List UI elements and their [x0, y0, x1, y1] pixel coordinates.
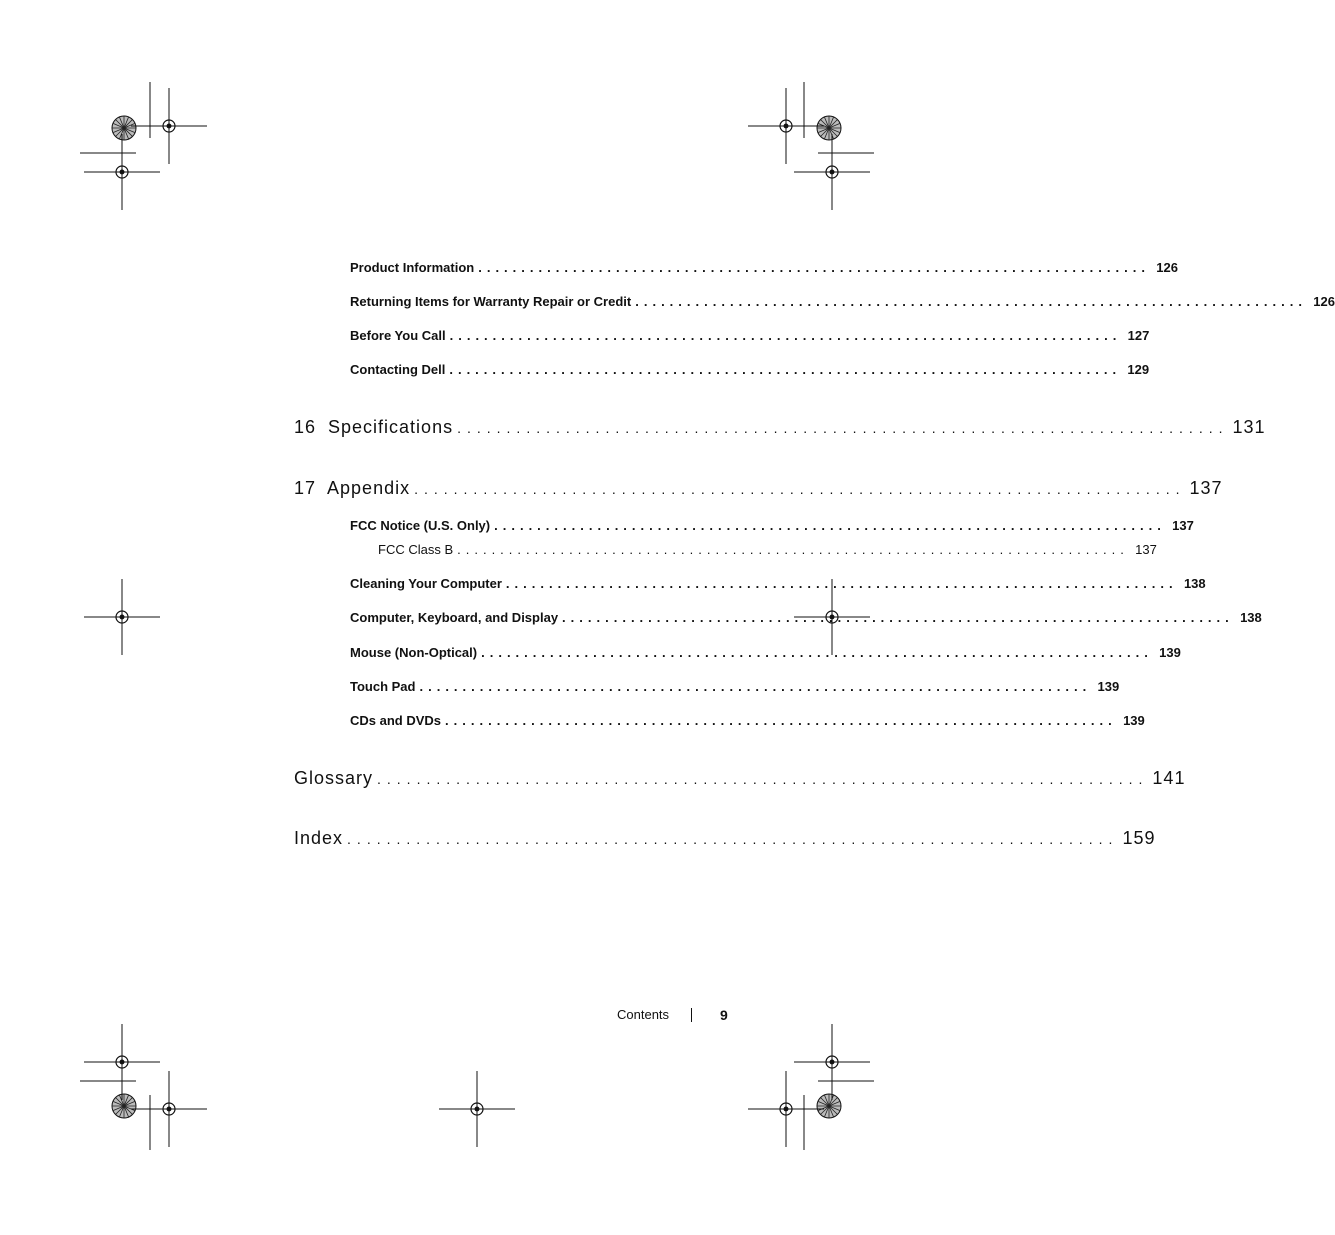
toc-chapter[interactable]: [294, 828, 1156, 849]
dot-leader: ..............................................................................: [481, 645, 1153, 660]
crosshair-icon: [748, 1071, 824, 1147]
toc-chapter-page: 159: [1122, 828, 1156, 848]
dot-leader: ..............................................................................: [445, 713, 1117, 728]
toc-chapter-title: Index: [294, 828, 344, 848]
toc-entry-page: 138: [1240, 610, 1262, 625]
toc-entry-page: 126: [1156, 260, 1178, 275]
crosshair-icon: [131, 88, 207, 164]
star-target-icon: [112, 1094, 136, 1118]
toc-entry-page: 127: [1127, 328, 1150, 343]
dot-leader: ..............................................................................: [449, 328, 1122, 343]
toc-chapter-title: Glossary: [294, 768, 374, 788]
crosshair-icon: [794, 1024, 870, 1100]
toc-chapter-title: 17 Appendix: [294, 478, 411, 498]
footer-divider: [691, 1008, 692, 1022]
dot-leader: ..............................................................................: [635, 294, 1307, 309]
toc-chapter-page: 137: [1189, 478, 1223, 498]
toc-entry[interactable]: [350, 294, 1335, 309]
toc-entry-title: Contacting Dell: [350, 362, 446, 377]
toc-chapter[interactable]: [294, 768, 1186, 789]
toc-entry-title: Touch Pad: [350, 679, 416, 694]
toc-entry-page: 139: [1097, 679, 1120, 694]
toc-chapter[interactable]: [294, 417, 1266, 438]
dot-leader: ..............................................................................: [419, 679, 1092, 694]
toc-subentry[interactable]: [378, 542, 1157, 557]
crosshair-icon: [748, 88, 824, 164]
footer-section-label: Contents: [617, 1007, 670, 1022]
crosshair-icon: [794, 134, 870, 210]
toc-entry-title: Mouse (Non-Optical): [350, 645, 478, 660]
toc-entry-title: Before You Call: [350, 328, 446, 343]
toc-entry-title: CDs and DVDs: [350, 713, 442, 728]
crosshair-icon: [439, 1071, 515, 1147]
dot-leader: ..............................................................................: [414, 481, 1186, 497]
toc-subentry-page: 137: [1135, 542, 1157, 557]
crosshair-icon: [131, 1071, 207, 1147]
toc-entry-title: Product Information: [350, 260, 475, 275]
toc-entry[interactable]: [350, 645, 1181, 660]
toc-entry[interactable]: [350, 679, 1120, 694]
toc-chapter-page: 141: [1152, 768, 1186, 788]
toc-entry-title: Returning Items for Warranty Repair or Credit: [350, 294, 632, 309]
dot-leader: ..............................................................................: [494, 518, 1166, 533]
toc-chapter-page: 131: [1232, 417, 1266, 437]
star-target-icon: [817, 116, 841, 140]
dot-leader: ..............................................................................: [377, 771, 1149, 787]
star-target-icon: [817, 1094, 841, 1118]
toc-chapter-title: 16 Specifications: [294, 417, 454, 437]
dot-leader: ..............................................................................: [505, 576, 1178, 591]
crosshair-icon: [84, 1024, 160, 1100]
toc-entry[interactable]: [350, 576, 1206, 591]
dot-leader: ..............................................................................: [457, 420, 1229, 436]
dot-leader: ..............................................................................: [347, 831, 1119, 847]
toc-entry[interactable]: [350, 610, 1262, 625]
toc-subentry-title: FCC Class B: [378, 542, 454, 557]
star-target-icon: [112, 116, 136, 140]
dot-leader: ..............................................................................: [457, 542, 1129, 557]
toc-entry[interactable]: [350, 362, 1150, 377]
crosshair-icon: [84, 134, 160, 210]
dot-leader: ..............................................................................: [562, 610, 1234, 625]
toc-entry-page: 129: [1127, 362, 1150, 377]
toc-entry-title: Cleaning Your Computer: [350, 576, 502, 591]
footer-page-number: 9: [720, 1007, 728, 1023]
crosshair-icon: [84, 579, 160, 655]
toc-entry-page: 138: [1183, 576, 1206, 591]
toc-entry-page: 139: [1159, 645, 1181, 660]
dot-leader: ..............................................................................: [449, 362, 1122, 377]
toc-entry-page: 139: [1123, 713, 1145, 728]
dot-leader: ..............................................................................: [478, 260, 1150, 275]
toc-entry-page: 137: [1172, 518, 1194, 533]
toc-entry-title: FCC Notice (U.S. Only): [350, 518, 491, 533]
toc-entry-title: Computer, Keyboard, and Display: [350, 610, 559, 625]
toc-entry[interactable]: [350, 518, 1194, 533]
toc-chapter[interactable]: [294, 478, 1223, 499]
toc-entry[interactable]: [350, 713, 1145, 728]
toc-entry-page: 126: [1313, 294, 1335, 309]
toc-entry[interactable]: [350, 328, 1150, 343]
toc-entry[interactable]: [350, 260, 1178, 275]
